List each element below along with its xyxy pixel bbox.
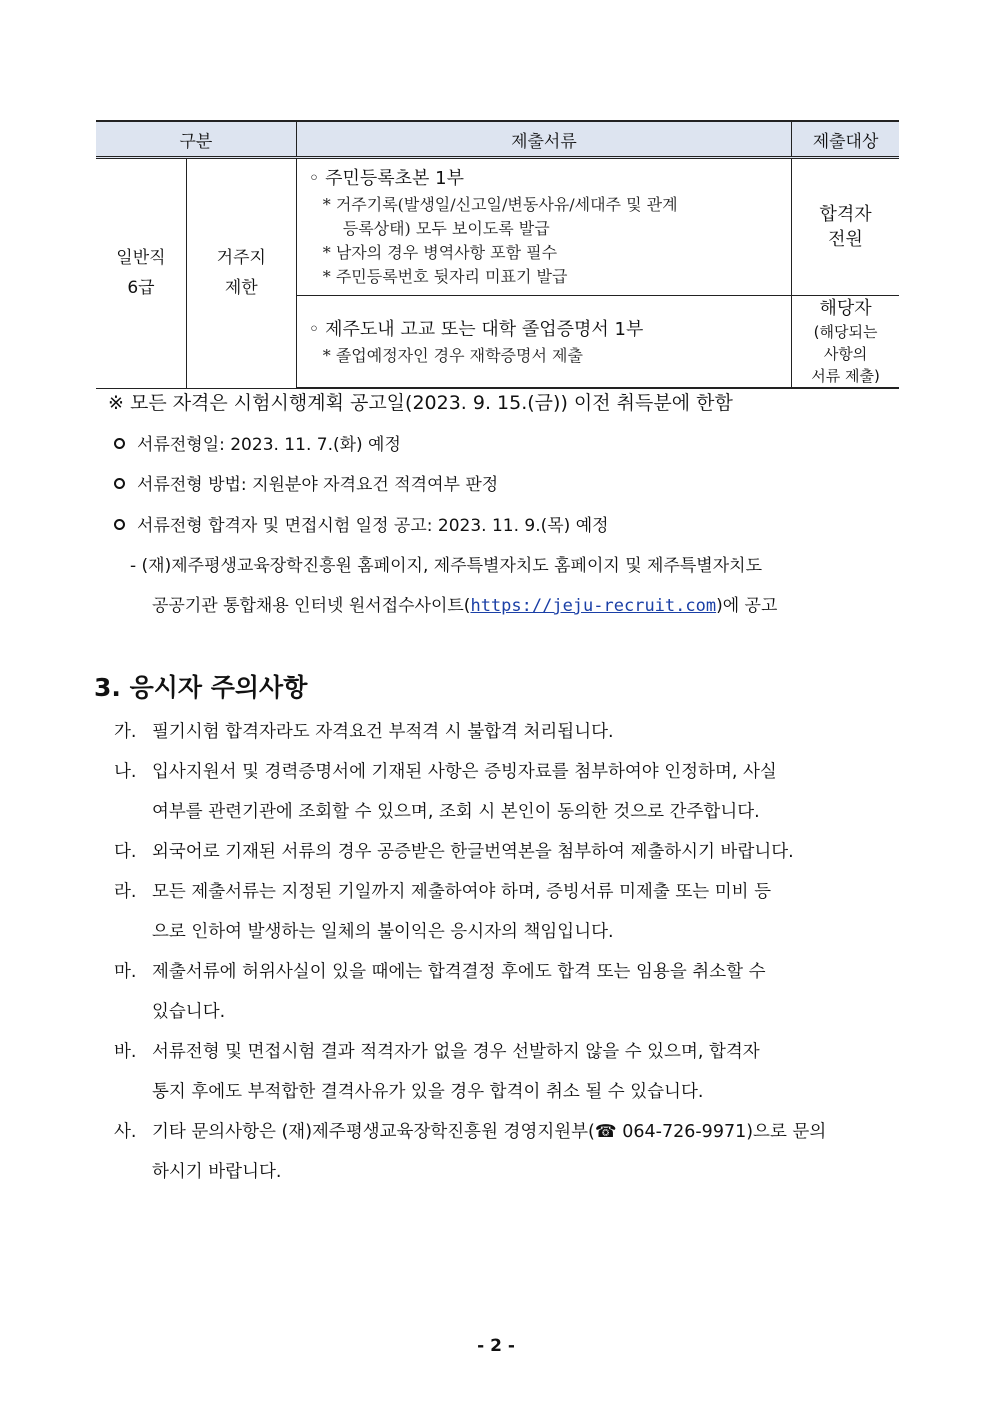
document-note: * 졸업예정자인 경우 재학증명서 제출	[322, 345, 583, 365]
item-text: 외국어로 기재된 서류의 경우 공증받은 한글번역본을 첨부하여 제출하시기 바랍니다.	[152, 842, 794, 862]
header-category: 구분	[96, 121, 296, 158]
target-sub-line: (해당되는	[813, 323, 878, 341]
target-applicable	[792, 296, 899, 389]
documents-table	[96, 120, 899, 389]
notice-item	[114, 1120, 900, 1144]
item-text: 필기시험 합격자라도 자격요건 부적격 시 불합격 처리됩니다.	[152, 722, 614, 742]
recruit-site-link[interactable]: https://jeju-recruit.com	[470, 596, 717, 616]
announce-line: - (재)제주평생교육장학진흥원 홈페이지, 제주특별자치도 홈페이지 및 제주특별자치도	[130, 556, 762, 576]
target-all-passers	[792, 158, 899, 296]
circle-bullet-icon	[114, 438, 125, 449]
page-number: - 2 -	[477, 1336, 515, 1356]
notice-item	[114, 840, 900, 864]
notice-item	[114, 760, 900, 784]
item-label: 라.	[114, 882, 137, 902]
bullet-text: 서류전형일: 2023. 11. 7.(화) 예정	[137, 435, 401, 455]
document-note: * 남자의 경우 병역사항 포함 필수	[322, 243, 558, 262]
target-sub-line: 사항의	[823, 345, 868, 363]
notice-item	[114, 880, 900, 904]
item-label: 사.	[114, 1122, 137, 1142]
item-label: 가.	[114, 722, 137, 742]
item-label: 마.	[114, 962, 137, 982]
item-text: 모든 제출서류는 지정된 기일까지 제출하여야 하며, 증빙서류 미제출 또는 미비 등	[152, 882, 772, 902]
bullet-item	[114, 511, 609, 536]
item-continuation: 여부를 관련기관에 조회할 수 있으며, 조회 시 본인이 동의한 것으로 간주합니다.	[152, 802, 760, 822]
item-continuation: 있습니다.	[152, 1002, 226, 1022]
header-documents: 제출서류	[296, 121, 791, 158]
announce-text: 공공기관 통합채용 인터넷 원서접수사이트(	[152, 596, 471, 616]
item-text: 제출서류에 허위사실이 있을 때에는 합격결정 후에도 합격 또는 임용을 취소할 수	[152, 962, 766, 982]
document-title: ◦ 제주도내 고교 또는 대학 졸업증명서 1부	[308, 318, 644, 340]
item-continuation: 하시기 바랍니다.	[152, 1162, 282, 1182]
document-note: 등록상태) 모두 보이도록 발급	[342, 219, 550, 238]
notice-item	[114, 960, 900, 984]
grade-cell	[96, 158, 186, 389]
announce-text: )에 공고	[716, 596, 778, 616]
circle-bullet-icon	[114, 478, 125, 489]
announce-line	[152, 591, 777, 616]
circle-bullet-icon	[114, 519, 125, 530]
document-title: ◦ 주민등록초본 1부	[308, 168, 464, 189]
bullet-text: 서류전형 방법: 지원분야 자격요건 적격여부 판정	[137, 475, 499, 495]
item-text: 기타 문의사항은 (재)제주평생교육장학진흥원 경영지원부(☎ 064-726-9971)으로 문의	[152, 1122, 827, 1142]
document-note: * 거주기록(발생일/신고일/변동사유/세대주 및 관계	[322, 195, 678, 214]
notice-item	[114, 1040, 900, 1064]
item-label: 나.	[114, 762, 137, 782]
target-line: 해당자	[819, 298, 872, 319]
item-continuation: 통지 후에도 부적합한 결격사유가 있을 경우 합격이 취소 될 수 있습니다.	[152, 1082, 704, 1102]
section-title: 3. 응시자 주의사항	[94, 673, 308, 702]
document-note: * 주민등록번호 뒷자리 미표기 발급	[322, 267, 568, 286]
document-resident-register	[296, 158, 791, 296]
item-label: 바.	[114, 1042, 137, 1062]
grade-line: 일반직	[116, 248, 166, 269]
item-text: 입사지원서 및 경력증명서에 기재된 사항은 증빙자료를 첨부하여야 인정하며, 사실	[152, 762, 777, 782]
bullet-item	[114, 430, 401, 455]
qualification-note: ※ 모든 자격은 시험시행계획 공고일(2023. 9. 15.(금)) 이전 취득분에 한함	[108, 392, 733, 414]
item-label: 다.	[114, 842, 137, 862]
notice-item	[114, 720, 900, 744]
bullet-item	[114, 470, 498, 495]
restriction-line: 거주지	[216, 248, 266, 269]
restriction-cell	[186, 158, 296, 389]
target-line: 전원	[828, 229, 863, 250]
item-continuation: 으로 인하여 발생하는 일체의 불이익은 응시자의 책임입니다.	[152, 922, 614, 942]
header-target: 제출대상	[792, 121, 899, 158]
restriction-line: 제한	[224, 278, 258, 299]
item-text: 서류전형 및 면접시험 결과 적격자가 없을 경우 선발하지 않을 수 있으며, 합격자	[152, 1042, 760, 1062]
target-line: 합격자	[819, 204, 872, 225]
grade-line: 6급	[127, 278, 155, 299]
bullet-text: 서류전형 합격자 및 면접시험 일정 공고: 2023. 11. 9.(목) 예정	[137, 516, 609, 536]
document-graduation-certificate	[296, 296, 791, 389]
target-sub-line: 서류 제출)	[811, 367, 880, 385]
